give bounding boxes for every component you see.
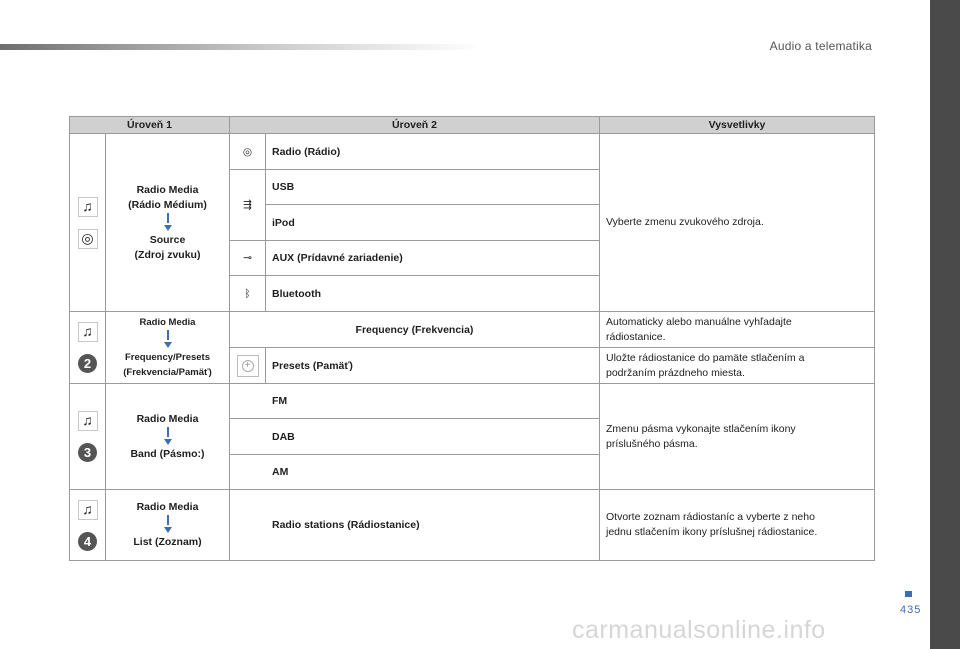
- section2-level1: [106, 312, 230, 384]
- music-note-icon: ♫: [78, 411, 98, 431]
- header-explanations: Vysvetlivky: [600, 117, 875, 134]
- preset-add-cell: [230, 348, 266, 384]
- radio-icon: ◎: [78, 229, 98, 249]
- usb-icon: ⇶: [230, 170, 266, 241]
- level2-item: iPod: [266, 205, 600, 241]
- arrow-down-icon: [167, 330, 169, 340]
- music-note-icon: ♫: [78, 322, 98, 342]
- level1-label: (Zdroj zvuku): [134, 248, 201, 261]
- step-badge: 2: [78, 354, 97, 373]
- table-row: [70, 134, 875, 170]
- level2-item: AM: [230, 455, 600, 490]
- level2-item: Radio stations (Rádiostanice): [230, 490, 600, 561]
- section1-description: Vyberte zmenu zvukového zdroja.: [600, 134, 875, 312]
- level2-item: FM: [230, 384, 600, 419]
- preset-add-icon: +: [237, 355, 259, 377]
- level1-label: Radio Media: [136, 183, 199, 196]
- table-row: [70, 312, 875, 348]
- level2-item: Presets (Pamäť): [266, 348, 600, 384]
- section2-icon-cell: [70, 312, 106, 384]
- level1-label: Radio Media: [136, 501, 199, 513]
- section1-icon-cell: [70, 134, 106, 312]
- level2-item: Frequency (Frekvencia): [230, 312, 600, 348]
- right-edge-strip: [930, 0, 960, 649]
- section4-level1: [106, 490, 230, 561]
- level2-item: AUX (Prídavné zariadenie): [266, 241, 600, 276]
- music-note-icon: ♫: [78, 500, 98, 520]
- arrow-down-icon: [167, 427, 169, 437]
- level1-label: List (Zoznam): [133, 536, 202, 548]
- navigation-table: [69, 116, 875, 561]
- music-note-icon: ♫: [78, 197, 98, 217]
- arrow-down-icon: [167, 213, 169, 223]
- level1-label: Frequency/Presets: [124, 352, 210, 363]
- level1-label: (Rádio Médium): [128, 198, 207, 211]
- page-number: 435: [900, 604, 922, 616]
- row-description: Uložte rádiostanice do pamäte stlačením a podržaním prázdneho miesta.: [600, 348, 875, 384]
- level2-item: Radio (Rádio): [266, 134, 600, 170]
- table-row: [70, 490, 875, 561]
- level1-label: Band (Pásmo:): [130, 447, 205, 460]
- section4-icon-cell: [70, 490, 106, 561]
- step-badge: 4: [78, 532, 97, 551]
- table-header-row: [70, 117, 875, 134]
- step-badge: 3: [78, 443, 97, 462]
- table-row: [70, 384, 875, 419]
- section1-level1: [106, 134, 230, 312]
- level1-label: Radio Media: [139, 317, 196, 328]
- level2-item: USB: [266, 170, 600, 205]
- arrow-down-icon: [167, 515, 169, 525]
- page-header-title: Audio a telematika: [769, 39, 872, 53]
- section3-icon-cell: [70, 384, 106, 490]
- radio-icon: ◎: [230, 134, 266, 170]
- level1-label: (Frekvencia/Pamäť): [123, 367, 212, 378]
- row-description: Automaticky alebo manuálne vyhľadajte rádiostanice.: [600, 312, 875, 348]
- level1-label: Source: [149, 233, 186, 246]
- level2-item: DAB: [230, 419, 600, 455]
- aux-icon: ⊸: [230, 241, 266, 276]
- page-marker: [905, 591, 912, 597]
- header-gradient-bar: [0, 44, 480, 50]
- watermark: carmanualsonline.info: [572, 616, 826, 644]
- section3-level1: [106, 384, 230, 490]
- level1-label: Radio Media: [136, 412, 199, 425]
- header-level2: Úroveň 2: [230, 117, 600, 134]
- bluetooth-icon: ᛒ: [230, 276, 266, 312]
- header-level1: Úroveň 1: [70, 117, 230, 134]
- section4-description: Otvorte zoznam rádiostaníc a vyberte z neho jednu stlačením ikony príslušnej rádiostanice.: [600, 490, 875, 561]
- level2-item: Bluetooth: [266, 276, 600, 312]
- section3-description: Zmenu pásma vykonajte stlačením ikony príslušného pásma.: [600, 384, 875, 490]
